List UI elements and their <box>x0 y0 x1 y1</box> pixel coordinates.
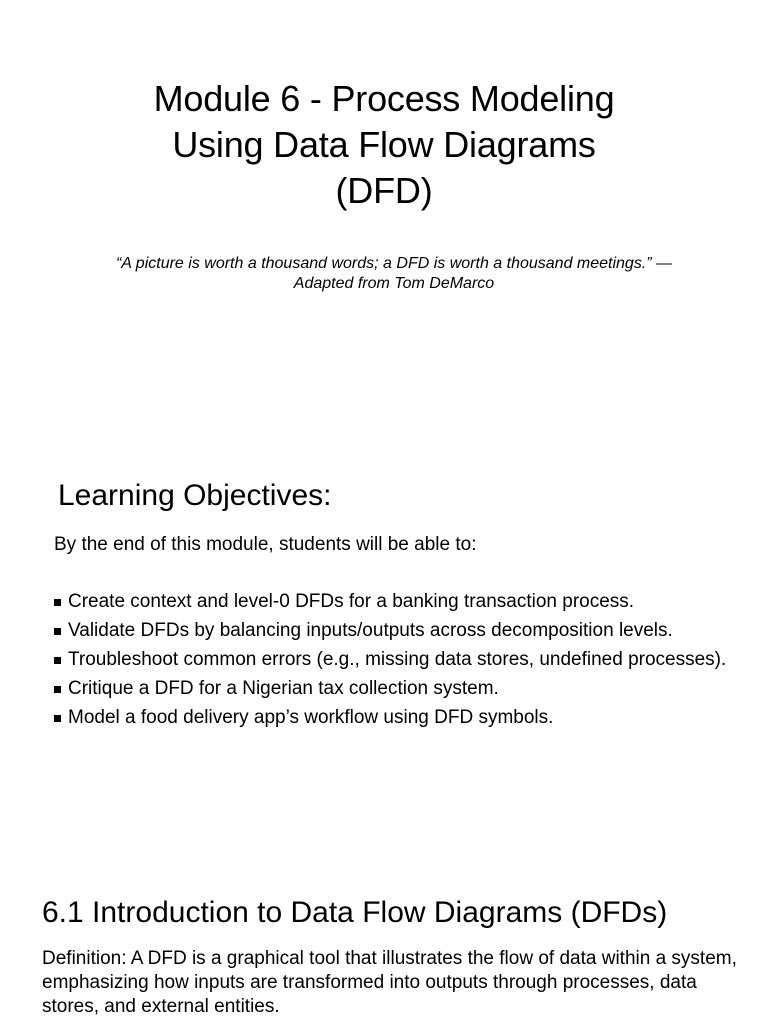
objectives-list <box>54 591 733 736</box>
objective-text: Create context and level-0 DFDs for a banking transaction process. <box>68 591 635 612</box>
objectives-intro: By the end of this module, students will be able to: <box>54 534 477 555</box>
square-bullet-icon <box>54 628 61 635</box>
square-bullet-icon <box>54 686 61 693</box>
list-item <box>54 678 733 700</box>
objective-text: Model a food delivery app’s workflow using DFD symbols. <box>68 707 554 728</box>
epigraph-quote: “A picture is worth a thousand words; a DFD is worth a thousand meetings.” — Adapted from Tom DeMarco <box>115 255 673 292</box>
objective-text: Critique a DFD for a Nigerian tax collection system. <box>68 678 499 699</box>
definition-paragraph: Definition: A DFD is a graphical tool that illustrates the flow of data within a system, emphasizing how inputs are transformed into outputs through processes, data stores, and external entities. <box>42 948 737 1017</box>
list-item <box>54 649 733 671</box>
list-item <box>54 707 733 729</box>
objective-text: Validate DFDs by balancing inputs/outputs across decomposition levels. <box>68 620 673 641</box>
section-heading: 6.1 Introduction to Data Flow Diagrams (DFDs) <box>42 896 668 929</box>
list-item <box>54 620 733 642</box>
page-title <box>84 76 684 214</box>
title-line-1: Module 6 - Process Modeling <box>153 78 615 119</box>
title-line-2: Using Data Flow Diagrams <box>172 124 596 165</box>
square-bullet-icon <box>54 599 61 606</box>
title-line-3: (DFD) <box>335 170 433 211</box>
square-bullet-icon <box>54 715 61 722</box>
square-bullet-icon <box>54 657 61 664</box>
list-item <box>54 591 733 613</box>
learning-objectives-heading: Learning Objectives: <box>58 479 332 512</box>
objective-text: Troubleshoot common errors (e.g., missing data stores, undefined processes). <box>68 649 727 670</box>
